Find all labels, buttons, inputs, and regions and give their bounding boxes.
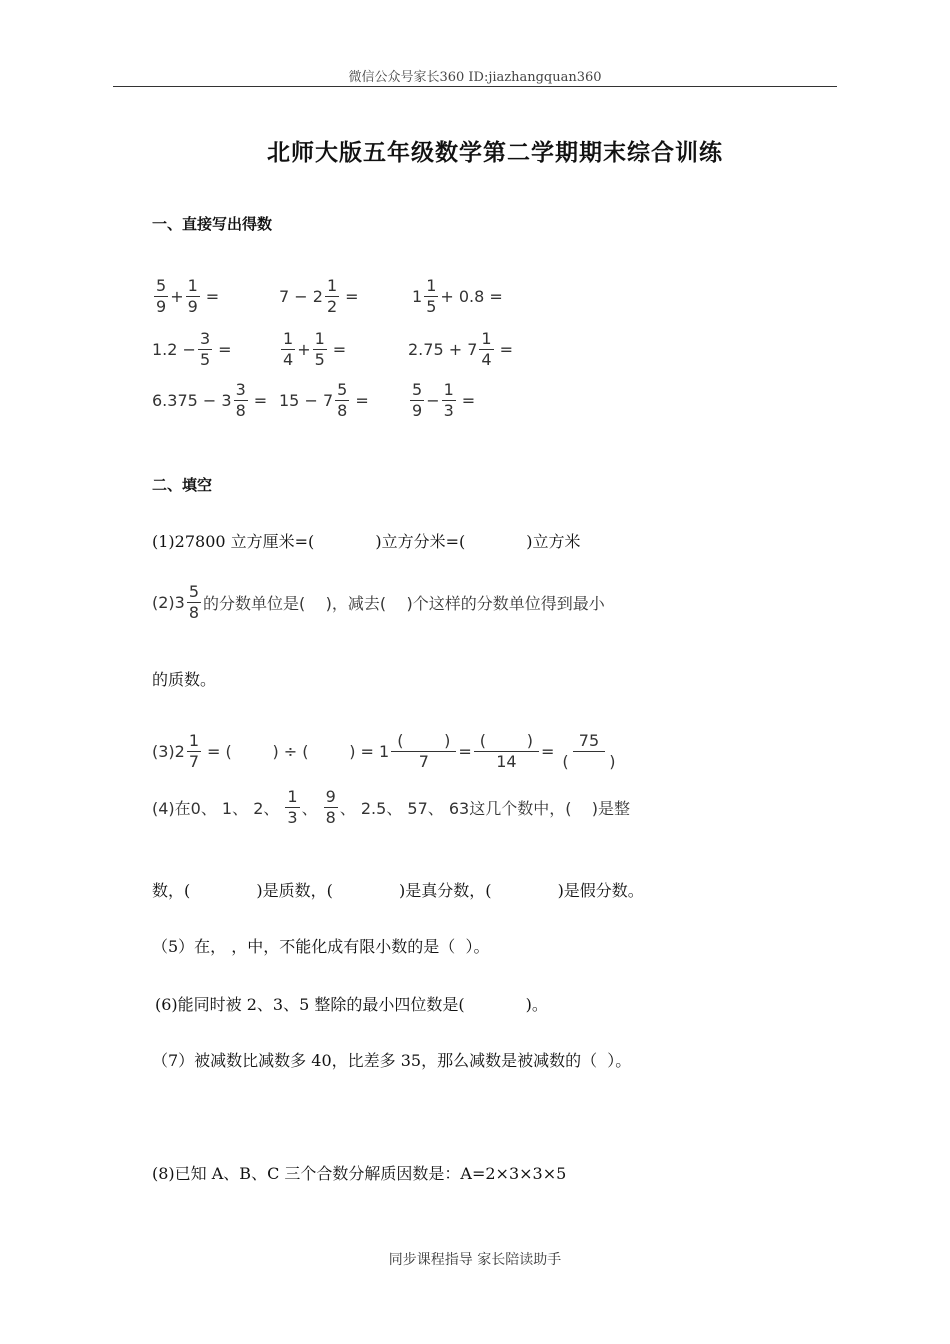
blank-numerator: ( ) bbox=[474, 732, 539, 752]
blank-numerator: ( ) bbox=[391, 732, 456, 752]
calc-r1c3 bbox=[412, 277, 503, 315]
denominator: 5 bbox=[426, 296, 437, 316]
q3-middle: = ( ) ÷ ( ) = 1 bbox=[207, 741, 390, 761]
numerator: 1 bbox=[283, 329, 294, 348]
numerator: 1 bbox=[187, 276, 198, 295]
question-4 bbox=[152, 788, 630, 826]
numerator: 1 bbox=[188, 731, 200, 750]
equals: = bbox=[355, 390, 369, 410]
calc-r3c1 bbox=[152, 381, 267, 419]
numerator: 9 bbox=[325, 787, 336, 806]
calc-r3c2 bbox=[279, 381, 369, 419]
operator: + bbox=[170, 286, 184, 306]
equals: = bbox=[332, 339, 347, 359]
calc-r2c1 bbox=[152, 330, 232, 368]
numerator: 5 bbox=[156, 276, 167, 295]
denominator: 9 bbox=[187, 296, 198, 316]
expr-suffix: + 0.8 = bbox=[440, 286, 503, 306]
page-footer: 同步课程指导 家长陪读助手 bbox=[388, 1252, 562, 1268]
page-title: 北师大版五年级数学第二学期期末综合训练 bbox=[267, 140, 723, 166]
denominator: 3 bbox=[443, 400, 454, 420]
q4-prefix: (4)在0、 1、 2、 bbox=[152, 798, 280, 818]
denominator: 7 bbox=[188, 751, 200, 771]
denominator: 8 bbox=[235, 400, 246, 420]
header-divider bbox=[113, 86, 837, 87]
numerator: 5 bbox=[188, 582, 200, 601]
calc-r3c3 bbox=[408, 381, 475, 419]
numerator: 75 bbox=[573, 732, 605, 752]
q3-prefix: (3)2 bbox=[152, 741, 185, 761]
numerator: 5 bbox=[337, 380, 348, 399]
question-2-continued: 的质数。 bbox=[152, 670, 217, 689]
equals: = bbox=[461, 390, 476, 410]
equals: = bbox=[458, 741, 472, 761]
denominator: 2 bbox=[326, 296, 338, 316]
expr-prefix: 1.2 − bbox=[152, 339, 196, 359]
calc-r2c3 bbox=[408, 330, 513, 368]
numerator: 1 bbox=[443, 380, 454, 399]
denominator: 9 bbox=[156, 296, 167, 316]
operator: − bbox=[426, 390, 440, 410]
equals: = bbox=[218, 339, 232, 359]
question-7: （7）被减数比减数多 40，比差多 35，那么减数是被减数的（ ）。 bbox=[152, 1051, 632, 1070]
denominator: 3 bbox=[287, 807, 298, 827]
expr-prefix: 7 − 2 bbox=[279, 286, 323, 306]
numerator: 5 bbox=[412, 380, 423, 399]
denominator: 9 bbox=[412, 400, 423, 420]
question-2 bbox=[152, 583, 605, 621]
denominator: 8 bbox=[188, 602, 200, 622]
denominator: 5 bbox=[199, 349, 211, 369]
operator: + bbox=[297, 339, 311, 359]
question-8: (8)已知 A、B、C 三个合数分解质因数是：A=2×3×3×5 bbox=[152, 1164, 567, 1183]
numerator: 1 bbox=[314, 329, 325, 348]
numerator: 1 bbox=[287, 787, 298, 806]
calc-r1c1 bbox=[152, 277, 219, 315]
question-4-continued: 数，( )是质数，( )是真分数，( )是假分数。 bbox=[152, 881, 644, 900]
denominator: 8 bbox=[325, 807, 336, 827]
q2-text: 的分数单位是( )，减去( )个这样的分数单位得到最小 bbox=[203, 593, 605, 613]
numerator: 3 bbox=[199, 329, 211, 348]
page-header: 微信公众号家长360 ID:jiazhangquan360 bbox=[348, 70, 602, 85]
numerator: 1 bbox=[326, 276, 338, 295]
question-6: (6)能同时被 2、3、5 整除的最小四位数是( )。 bbox=[155, 995, 548, 1014]
equals: = bbox=[499, 339, 513, 359]
denominator: 14 bbox=[496, 751, 517, 771]
equals: = bbox=[253, 390, 268, 410]
expr-prefix: 2.75 + 7 bbox=[408, 339, 478, 359]
numerator: 3 bbox=[235, 380, 246, 399]
equals: = bbox=[540, 741, 555, 761]
q4-text: 、 2.5、 57、 63这几个数中，( )是整 bbox=[339, 798, 631, 818]
numerator: 1 bbox=[481, 329, 492, 348]
denominator: 5 bbox=[314, 349, 325, 369]
blank-denominator: ( ) bbox=[562, 751, 616, 771]
denominator: 7 bbox=[418, 751, 429, 771]
denominator: 8 bbox=[337, 400, 348, 420]
equals: = bbox=[345, 286, 359, 306]
question-5: （5）在， ，中，不能化成有限小数的是（ ）。 bbox=[152, 937, 490, 956]
whole-part: 1 bbox=[412, 286, 423, 306]
equals: = bbox=[205, 286, 220, 306]
calc-r2c2 bbox=[279, 330, 346, 368]
question-3 bbox=[152, 732, 624, 770]
expr-prefix: 6.375 − 3 bbox=[152, 390, 232, 410]
expr-prefix: 15 − 7 bbox=[279, 390, 334, 410]
question-1: (1)27800 立方厘米=( )立方分米=( )立方米 bbox=[152, 532, 581, 551]
q2-prefix: (2)3 bbox=[152, 592, 185, 612]
separator: 、 bbox=[301, 798, 318, 818]
denominator: 4 bbox=[283, 349, 294, 369]
calc-r1c2 bbox=[279, 277, 359, 315]
denominator: 4 bbox=[481, 349, 492, 369]
numerator: 1 bbox=[426, 276, 437, 295]
section-2-heading: 二、填空 bbox=[152, 476, 213, 494]
section-1-heading: 一、直接写出得数 bbox=[152, 215, 273, 233]
